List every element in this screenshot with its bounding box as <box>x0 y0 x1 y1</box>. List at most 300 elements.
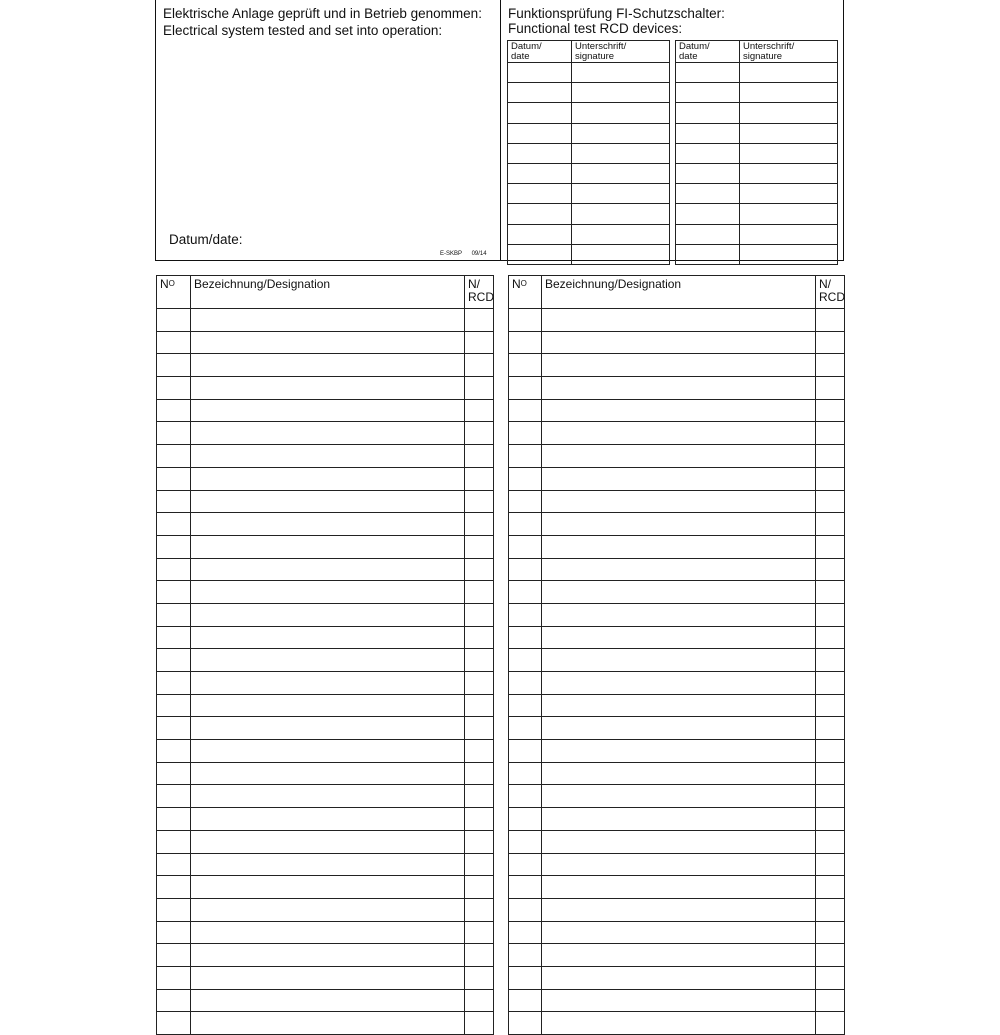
rcd-cell[interactable] <box>465 694 494 717</box>
rcd-cell[interactable] <box>465 649 494 672</box>
rcd-row <box>676 163 838 183</box>
rcd-date-cell[interactable] <box>676 184 740 204</box>
number-cell[interactable] <box>157 944 191 967</box>
number-cell[interactable] <box>157 309 191 332</box>
number-cell[interactable] <box>509 399 542 422</box>
rcd-cell[interactable] <box>465 762 494 785</box>
rcd-cell[interactable] <box>465 1012 494 1035</box>
designation-cell[interactable] <box>191 762 465 785</box>
number-cell[interactable] <box>157 467 191 490</box>
rcd-signature-cell[interactable] <box>740 244 838 264</box>
number-cell[interactable] <box>157 626 191 649</box>
number-cell[interactable] <box>157 513 191 536</box>
rcd-signature-cell[interactable] <box>740 204 838 224</box>
circuit-row <box>157 558 494 581</box>
rcd-signature-cell[interactable] <box>572 204 670 224</box>
rcd-row <box>676 63 838 83</box>
rcd-cell[interactable] <box>816 558 845 581</box>
designation-cell[interactable] <box>191 467 465 490</box>
rcd-cell[interactable] <box>816 490 845 513</box>
designation-cell[interactable] <box>191 581 465 604</box>
designation-cell[interactable] <box>542 717 816 740</box>
rcd-cell[interactable] <box>816 535 845 558</box>
designation-cell[interactable] <box>191 989 465 1012</box>
designation-cell[interactable] <box>542 921 816 944</box>
number-cell[interactable] <box>509 808 542 831</box>
designation-cell[interactable] <box>542 377 816 400</box>
rcd-date-cell[interactable] <box>676 204 740 224</box>
designation-cell[interactable] <box>542 445 816 468</box>
designation-cell[interactable] <box>191 740 465 763</box>
number-cell[interactable] <box>157 717 191 740</box>
rcd-test-table-right <box>675 40 838 265</box>
rcd-title-en: Functional test RCD devices: <box>508 21 683 36</box>
rcd-cell[interactable] <box>465 853 494 876</box>
number-cell[interactable] <box>509 785 542 808</box>
rcd-signature-cell[interactable] <box>572 83 670 103</box>
number-cell[interactable] <box>157 377 191 400</box>
rcd-date-cell[interactable] <box>676 163 740 183</box>
circuit-row <box>157 740 494 763</box>
number-cell[interactable] <box>157 808 191 831</box>
rcd-cell[interactable] <box>465 898 494 921</box>
rcd-date-cell[interactable] <box>676 224 740 244</box>
rcd-date-cell[interactable] <box>508 63 572 83</box>
rcd-date-cell[interactable] <box>676 63 740 83</box>
designation-cell[interactable] <box>191 445 465 468</box>
rcd-cell[interactable] <box>816 422 845 445</box>
rcd-cell[interactable] <box>465 966 494 989</box>
circuit-row <box>509 558 845 581</box>
rcd-row <box>676 224 838 244</box>
rcd-date-cell[interactable] <box>676 83 740 103</box>
number-cell[interactable] <box>157 1012 191 1035</box>
rcd-date-cell[interactable] <box>508 184 572 204</box>
rcd-header: N/ RCD <box>816 276 845 309</box>
rcd-signature-cell[interactable] <box>572 103 670 123</box>
designation-cell[interactable] <box>191 513 465 536</box>
number-cell[interactable] <box>509 558 542 581</box>
designation-cell[interactable] <box>191 377 465 400</box>
number-cell[interactable] <box>157 740 191 763</box>
rcd-cell[interactable] <box>816 626 845 649</box>
number-header: $N^O$ <box>509 276 542 309</box>
rcd-cell[interactable] <box>465 717 494 740</box>
rcd-cell[interactable] <box>465 626 494 649</box>
number-cell[interactable] <box>509 354 542 377</box>
rcd-date-cell[interactable] <box>676 244 740 264</box>
number-cell[interactable] <box>157 445 191 468</box>
rcd-cell[interactable] <box>465 309 494 332</box>
rcd-cell[interactable] <box>816 989 845 1012</box>
circuit-row <box>157 354 494 377</box>
number-cell[interactable] <box>157 966 191 989</box>
number-cell[interactable] <box>157 785 191 808</box>
rcd-cell[interactable] <box>465 377 494 400</box>
number-cell[interactable] <box>509 626 542 649</box>
rcd-cell[interactable] <box>816 354 845 377</box>
number-cell[interactable] <box>157 762 191 785</box>
designation-cell[interactable] <box>191 830 465 853</box>
rcd-cell[interactable] <box>465 513 494 536</box>
rcd-cell[interactable] <box>816 876 845 899</box>
number-cell[interactable] <box>509 513 542 536</box>
circuit-row <box>509 1012 845 1035</box>
designation-cell[interactable] <box>542 467 816 490</box>
designation-cell[interactable] <box>191 694 465 717</box>
rcd-cell[interactable] <box>816 467 845 490</box>
number-cell[interactable] <box>157 399 191 422</box>
circuit-row <box>509 808 845 831</box>
rcd-cell[interactable] <box>465 808 494 831</box>
designation-cell[interactable] <box>542 853 816 876</box>
rcd-cell[interactable] <box>816 603 845 626</box>
designation-cell[interactable] <box>542 830 816 853</box>
number-cell[interactable] <box>509 490 542 513</box>
number-cell[interactable] <box>509 445 542 468</box>
rcd-cell[interactable] <box>816 762 845 785</box>
rcd-header: N/ RCD <box>465 276 494 309</box>
number-cell[interactable] <box>157 581 191 604</box>
rcd-cell[interactable] <box>465 399 494 422</box>
number-cell[interactable] <box>509 309 542 332</box>
rcd-cell[interactable] <box>465 989 494 1012</box>
rcd-date-cell[interactable] <box>508 83 572 103</box>
designation-cell[interactable] <box>542 898 816 921</box>
rcd-signature-cell[interactable] <box>740 224 838 244</box>
rcd-cell[interactable] <box>816 309 845 332</box>
number-cell[interactable] <box>509 467 542 490</box>
rcd-cell[interactable] <box>465 535 494 558</box>
number-cell[interactable] <box>157 603 191 626</box>
rcd-cell[interactable] <box>465 876 494 899</box>
designation-cell[interactable] <box>191 898 465 921</box>
rcd-cell[interactable] <box>816 944 845 967</box>
designation-cell[interactable] <box>542 626 816 649</box>
circuit-row <box>509 876 845 899</box>
rcd-cell[interactable] <box>816 853 845 876</box>
rcd-cell[interactable] <box>816 898 845 921</box>
circuit-row <box>157 603 494 626</box>
circuit-row <box>157 649 494 672</box>
rcd-cell[interactable] <box>816 808 845 831</box>
number-cell[interactable] <box>509 830 542 853</box>
designation-cell[interactable] <box>542 558 816 581</box>
rcd-cell[interactable] <box>816 740 845 763</box>
rcd-cell[interactable] <box>465 558 494 581</box>
rcd-cell[interactable] <box>465 467 494 490</box>
circuit-row <box>509 581 845 604</box>
circuit-row <box>509 626 845 649</box>
circuit-row <box>509 989 845 1012</box>
rcd-cell[interactable] <box>465 581 494 604</box>
number-cell[interactable] <box>509 944 542 967</box>
designation-cell[interactable] <box>191 853 465 876</box>
circuit-row <box>157 762 494 785</box>
designation-cell[interactable] <box>542 672 816 695</box>
designation-cell[interactable] <box>542 649 816 672</box>
header-divider <box>500 0 501 261</box>
rcd-cell[interactable] <box>816 649 845 672</box>
rcd-signature-cell[interactable] <box>572 224 670 244</box>
circuit-row <box>157 921 494 944</box>
number-cell[interactable] <box>509 331 542 354</box>
circuit-row <box>157 422 494 445</box>
designation-cell[interactable] <box>542 740 816 763</box>
number-cell[interactable] <box>157 876 191 899</box>
designation-cell[interactable] <box>542 966 816 989</box>
rcd-cell[interactable] <box>816 672 845 695</box>
designation-cell[interactable] <box>191 354 465 377</box>
rcd-date-cell[interactable] <box>508 224 572 244</box>
designation-cell[interactable] <box>191 966 465 989</box>
number-cell[interactable] <box>509 717 542 740</box>
designation-cell[interactable] <box>542 422 816 445</box>
rcd-cell[interactable] <box>816 785 845 808</box>
number-cell[interactable] <box>157 830 191 853</box>
rcd-signature-cell[interactable] <box>572 123 670 143</box>
designation-cell[interactable] <box>542 762 816 785</box>
number-header: $N^O$ <box>157 276 191 309</box>
designation-cell[interactable] <box>191 535 465 558</box>
circuit-row <box>509 399 845 422</box>
rcd-signature-cell[interactable] <box>740 123 838 143</box>
number-cell[interactable] <box>157 422 191 445</box>
rcd-date-cell[interactable] <box>676 123 740 143</box>
designation-cell[interactable] <box>191 649 465 672</box>
rcd-date-cell[interactable] <box>508 143 572 163</box>
circuit-row <box>157 944 494 967</box>
number-cell[interactable] <box>157 853 191 876</box>
circuit-row <box>509 966 845 989</box>
number-cell[interactable] <box>509 966 542 989</box>
rcd-cell[interactable] <box>816 399 845 422</box>
designation-cell[interactable] <box>191 785 465 808</box>
designation-cell[interactable] <box>542 535 816 558</box>
circuit-row <box>157 876 494 899</box>
circuit-row <box>509 513 845 536</box>
rcd-cell[interactable] <box>816 966 845 989</box>
rcd-cell[interactable] <box>465 672 494 695</box>
rcd-cell[interactable] <box>816 830 845 853</box>
rcd-cell[interactable] <box>465 490 494 513</box>
rcd-cell[interactable] <box>465 921 494 944</box>
designation-cell[interactable] <box>542 989 816 1012</box>
designation-cell[interactable] <box>191 603 465 626</box>
rcd-signature-cell[interactable] <box>740 83 838 103</box>
rcd-signature-cell[interactable] <box>572 63 670 83</box>
designation-cell[interactable] <box>542 331 816 354</box>
number-cell[interactable] <box>509 876 542 899</box>
rcd-signature-cell[interactable] <box>740 163 838 183</box>
number-cell[interactable] <box>509 649 542 672</box>
number-cell[interactable] <box>509 762 542 785</box>
circuit-row <box>509 921 845 944</box>
number-cell[interactable] <box>157 535 191 558</box>
rcd-cell[interactable] <box>465 944 494 967</box>
number-cell[interactable] <box>509 603 542 626</box>
number-cell[interactable] <box>157 490 191 513</box>
rcd-row <box>508 184 670 204</box>
designation-cell[interactable] <box>542 490 816 513</box>
circuit-row <box>157 467 494 490</box>
rcd-date-cell[interactable] <box>508 244 572 264</box>
rcd-signature-header: Unterschrift/ signature <box>740 41 838 63</box>
designation-cell[interactable] <box>191 422 465 445</box>
designation-cell[interactable] <box>542 785 816 808</box>
rcd-cell[interactable] <box>816 581 845 604</box>
circuit-row <box>157 694 494 717</box>
rcd-signature-cell[interactable] <box>740 63 838 83</box>
number-cell[interactable] <box>157 331 191 354</box>
rcd-header-row <box>508 41 670 63</box>
rcd-cell[interactable] <box>465 830 494 853</box>
designation-cell[interactable] <box>542 808 816 831</box>
designation-cell[interactable] <box>191 1012 465 1035</box>
circuit-row <box>509 467 845 490</box>
rcd-row <box>676 204 838 224</box>
rcd-signature-cell[interactable] <box>572 143 670 163</box>
designation-cell[interactable] <box>542 354 816 377</box>
designation-cell[interactable] <box>542 513 816 536</box>
rcd-signature-cell[interactable] <box>572 184 670 204</box>
number-cell[interactable] <box>509 853 542 876</box>
number-cell[interactable] <box>509 989 542 1012</box>
designation-cell[interactable] <box>191 490 465 513</box>
rcd-test-table-left <box>507 40 670 265</box>
rcd-cell[interactable] <box>816 1012 845 1035</box>
designation-cell[interactable] <box>542 876 816 899</box>
rcd-cell[interactable] <box>465 740 494 763</box>
rcd-signature-cell[interactable] <box>740 143 838 163</box>
circuit-row <box>157 309 494 332</box>
designation-cell[interactable] <box>191 717 465 740</box>
rcd-date-cell[interactable] <box>676 103 740 123</box>
designation-cell[interactable] <box>191 808 465 831</box>
circuit-row <box>157 581 494 604</box>
rcd-date-cell[interactable] <box>508 123 572 143</box>
rcd-date-header: Datum/ date <box>676 41 740 63</box>
rcd-signature-cell[interactable] <box>572 163 670 183</box>
designation-cell[interactable] <box>191 309 465 332</box>
designation-cell[interactable] <box>542 694 816 717</box>
designation-cell[interactable] <box>542 309 816 332</box>
rcd-row <box>508 163 670 183</box>
rcd-date-cell[interactable] <box>508 163 572 183</box>
circuit-row <box>509 898 845 921</box>
number-cell[interactable] <box>509 377 542 400</box>
number-cell[interactable] <box>509 740 542 763</box>
designation-cell[interactable] <box>191 672 465 695</box>
rcd-cell[interactable] <box>816 445 845 468</box>
circuit-row <box>157 785 494 808</box>
number-cell[interactable] <box>509 1012 542 1035</box>
designation-cell[interactable] <box>191 944 465 967</box>
rcd-signature-cell[interactable] <box>740 184 838 204</box>
rcd-date-cell[interactable] <box>676 143 740 163</box>
designation-cell[interactable] <box>191 558 465 581</box>
rcd-row <box>508 83 670 103</box>
designation-cell[interactable] <box>191 399 465 422</box>
designation-cell[interactable] <box>542 944 816 967</box>
circuit-row <box>509 354 845 377</box>
designation-cell[interactable] <box>542 399 816 422</box>
form-version: 09/14 <box>471 251 487 257</box>
rcd-cell[interactable] <box>816 717 845 740</box>
rcd-signature-cell[interactable] <box>740 103 838 123</box>
rcd-date-cell[interactable] <box>508 103 572 123</box>
rcd-row <box>508 143 670 163</box>
number-cell[interactable] <box>157 649 191 672</box>
number-cell[interactable] <box>157 921 191 944</box>
rcd-cell[interactable] <box>816 921 845 944</box>
number-cell[interactable] <box>509 898 542 921</box>
number-cell[interactable] <box>509 535 542 558</box>
rcd-date-header: Datum/ date <box>508 41 572 63</box>
rcd-signature-cell[interactable] <box>572 244 670 264</box>
designation-cell[interactable] <box>191 876 465 899</box>
number-cell[interactable] <box>157 694 191 717</box>
number-cell[interactable] <box>157 354 191 377</box>
circuit-row <box>509 694 845 717</box>
number-cell[interactable] <box>157 989 191 1012</box>
number-cell[interactable] <box>509 921 542 944</box>
circuit-row <box>157 717 494 740</box>
rcd-signature-header: Unterschrift/ signature <box>572 41 670 63</box>
number-cell[interactable] <box>157 558 191 581</box>
number-cell[interactable] <box>509 581 542 604</box>
circuit-row <box>157 1012 494 1035</box>
designation-cell[interactable] <box>542 1012 816 1035</box>
designation-cell[interactable] <box>542 603 816 626</box>
circuit-row <box>509 490 845 513</box>
designation-cell[interactable] <box>191 626 465 649</box>
rcd-cell[interactable] <box>816 513 845 536</box>
designation-cell[interactable] <box>191 921 465 944</box>
rcd-cell[interactable] <box>816 377 845 400</box>
designation-cell[interactable] <box>191 331 465 354</box>
circuit-row <box>157 989 494 1012</box>
circuit-row <box>509 785 845 808</box>
rcd-cell[interactable] <box>465 785 494 808</box>
rcd-row <box>676 123 838 143</box>
designation-header: Bezeichnung/Designation <box>542 276 816 309</box>
rcd-cell[interactable] <box>465 603 494 626</box>
rcd-cell[interactable] <box>465 354 494 377</box>
rcd-cell[interactable] <box>816 694 845 717</box>
circuit-row <box>157 853 494 876</box>
designation-header: Bezeichnung/Designation <box>191 276 465 309</box>
rcd-cell[interactable] <box>465 422 494 445</box>
number-cell[interactable] <box>509 694 542 717</box>
rcd-cell[interactable] <box>465 445 494 468</box>
rcd-cell[interactable] <box>816 331 845 354</box>
rcd-row <box>508 204 670 224</box>
rcd-cell[interactable] <box>465 331 494 354</box>
circuit-row <box>157 535 494 558</box>
date-label: Datum/date: <box>169 232 243 247</box>
number-cell[interactable] <box>157 898 191 921</box>
rcd-date-cell[interactable] <box>508 204 572 224</box>
circuit-row <box>509 422 845 445</box>
number-cell[interactable] <box>509 422 542 445</box>
circuit-row <box>157 966 494 989</box>
circuit-row <box>509 672 845 695</box>
designation-cell[interactable] <box>542 581 816 604</box>
rcd-row <box>508 103 670 123</box>
number-cell[interactable] <box>509 672 542 695</box>
number-cell[interactable] <box>157 672 191 695</box>
